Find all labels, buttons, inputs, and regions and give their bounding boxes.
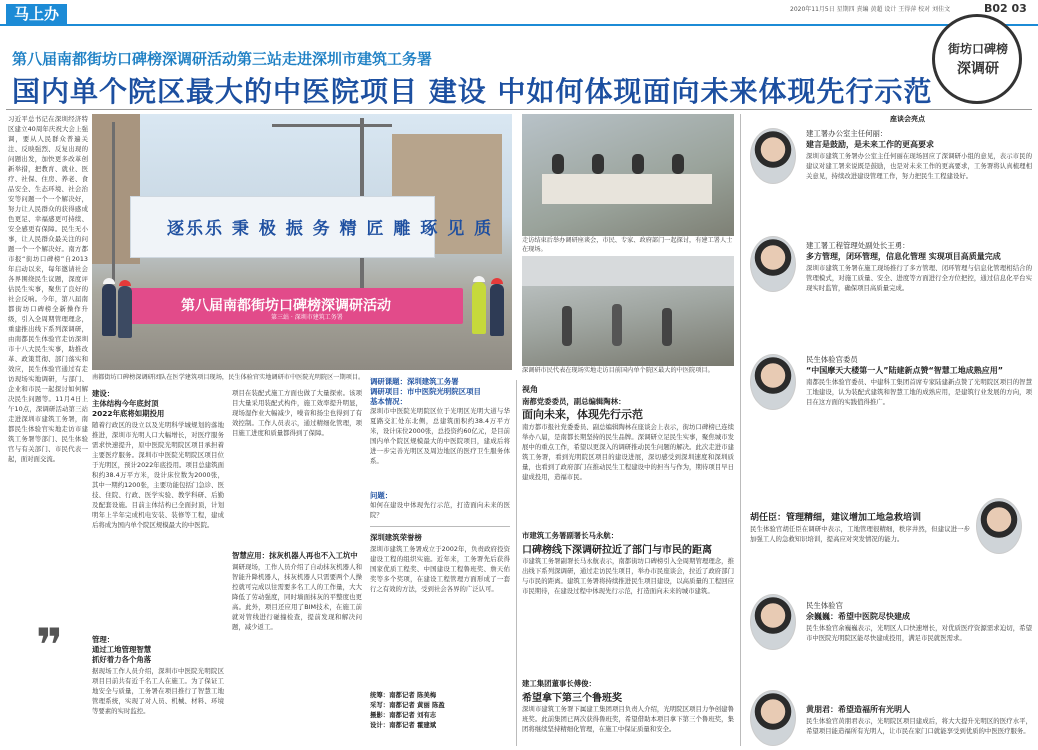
photo-banner-text: 逐乐乐 秉 极 振 务 精 匠 雕 琢 见 质	[167, 219, 494, 239]
info-label-1: 调研课题：深圳建筑工务署	[370, 377, 459, 386]
section-title-management-1: 通过工地管理智慧	[92, 645, 152, 654]
section-title-construction-1: 主体结构今年底封顶	[92, 399, 159, 408]
s2-role: 市建筑工务署副署长马永航：	[522, 531, 619, 540]
avatar-huangpengjun	[750, 690, 796, 746]
p1-role: 建工署办公室主任何丽：	[806, 129, 888, 138]
section-title-construction-2: 2022年底将如期投用	[92, 409, 165, 418]
p3-text: 南都民生体验官委员、中建科工集团首席专家陆建新点赞了光明院区项目的智慧工地建设，认为装配式建筑和智慧工地的成熟应用，是建筑行业发展的方向，项目在这方面的实践值得推广。	[806, 378, 1032, 406]
site-photo-caption: 深调研市民代表在现场实地走访目前国内单个院区最大的中医院项目。	[522, 366, 734, 375]
view-subtitle: 南都党委委员，副总编辑陶林：	[522, 397, 626, 406]
panel-title: 座谈会亮点	[890, 115, 925, 123]
info-label-3: 基本情况：	[370, 397, 407, 406]
main-photo	[92, 114, 512, 370]
avatar-heli	[750, 128, 796, 184]
page-number: B02 03	[984, 2, 1027, 15]
honor-title: 深圳建筑荣誉榜	[370, 533, 422, 542]
header-rule	[0, 24, 1038, 26]
p6-headline: 黄朋君：希望造福所有光明人	[806, 705, 910, 714]
p3-headline: “中国摩天大楼第一人”陆建新点赞“智慧工地成熟应用”	[806, 366, 1004, 375]
p4-headline: 胡任臣：管理精细，建议增加工地急救培训	[750, 513, 922, 523]
event-banner-sub: 第三站 · 深圳市建筑工务署	[271, 314, 343, 321]
p2-text: 深圳市建筑工务署在施工现场推行了多方管理、闭环管理与信息化管理相结合的管理模式，对施工质量、安全、进度等方面进行全方位把控，通过信息化平台实现实时监管，确保项目高质量完成。	[806, 264, 1032, 292]
title-rule	[6, 109, 1032, 110]
question-label: 问题：	[370, 491, 393, 500]
kicker-title: 第八届南都街坊口碑榜深调研活动第三站走进深圳市建筑工务署	[12, 50, 433, 68]
view-text: 南方都市报社党委委员、副总编辑陶林在座谈会上表示，街坊口碑榜已连续举办八届，是南都长期坚持的民生品牌。深调研立足民生实事，聚焦城市发展中的重点工作，希望以更深入的调研推动民生问题的解决。此次走进市建筑工务署，看到光明院区项目的建设进展，深切感受到深圳速度和深圳质量，也看到了政府部门在推动民生工程建设中的担当与作为，期待项目早日建成投用，造福市民。	[522, 423, 734, 481]
column-seal-logo	[932, 14, 1022, 104]
construction-text: 随着行政区的设立以及光明科学城规划的落地推进，深圳市光明人口大幅增长，对医疗服务需求快速提升，原中医院光明院区项目承担着主要医疗服务。深圳市中医院光明院区项目位于光明区，预计2022年底投用。项目总建筑面积约38.4万平方米，设计床位数为2000张，其中一期约1200张，主要功能包括门急诊、医技、住院、行政、医学实验、教学科研、后勤及配套设施。目前主体结构已全面封顶，计划明年上半年完成机电安装、装修等工程，建成后将成为国内单个院区规模最大的中医院。	[92, 421, 224, 529]
quote-icon: ❞	[36, 618, 63, 672]
credit-lead: 统筹：南都记者 陈美梅	[370, 691, 437, 699]
page-header	[0, 0, 1038, 26]
smart-app-title	[232, 550, 358, 561]
p6-text: 民生体验官黄朋君表示，光明院区项目建成后，将大大提升光明区的医疗水平，希望项目能造福所有光明人，让市民在家门口就能享受到优质的中医医疗服务。	[806, 717, 1032, 735]
view-label: 视角	[522, 385, 538, 394]
event-banner	[123, 288, 463, 324]
smart-app-label: 智慧应用：	[232, 551, 269, 560]
site-photo	[522, 256, 734, 374]
s2-headline: 口碑榜线下深调研拉近了部门与市民的距离	[522, 545, 712, 556]
col3-text-1: 项目在装配式施工方面也做了大量探索。该项目大量采用装配式构件，施工效率提升明显，现场湿作业大幅减少，噪音和扬尘也得到了有效控制。工作人员表示，通过精细化管理，项目施工进度和质量都得到了保障。	[232, 389, 362, 437]
credit-photo: 摄影：南都记者 刘有志	[370, 711, 437, 719]
avatar-wangyong	[750, 236, 796, 292]
s2-text: 市建筑工务署副署长马永航表示，南都街坊口碑榜引入全周期管理理念，推出线下系列深调研，通过走访民生项目，举办市民座谈会，拉近了政府部门与市民的距离。建筑工务署将持续推进民生项目建设，以高质量的工程回应市民期待，在建设过程中体现先行示范，打造面向未来的城市建筑。	[522, 557, 734, 595]
s3-role: 建工集团董事长傅俊：	[522, 679, 596, 688]
info-label-2: 调研项目：市中医院光明院区项目	[370, 387, 481, 396]
avatar-lujianxin	[750, 354, 796, 410]
main-photo-caption: 南都街坊口碑榜深调研团队在医学建筑项目现场，民生体验官实地调研市中医院光明院区一期项目。	[92, 374, 365, 381]
p2-headline: 多方管理，闭环管理，信息化管理 实现项目高质量完成	[806, 252, 1001, 261]
s3-text: 深圳市建筑工务署下属建工集团项目负责人介绍，光明院区项目力争创建鲁班奖。此前集团已两次获得鲁班奖，希望借助本项目拿下第三个鲁班奖，集团将继续坚持精细化管理，在施工中保证质量和安全。	[522, 705, 734, 733]
seal-line2: 深调研	[957, 61, 999, 77]
p4-text: 民生体验官胡任臣在调研中表示，工地管理很精细，秩序井然，但建议进一步加强工人的急救知识培训，提高应对突发情况的能力。	[750, 525, 970, 543]
section-label-management: 管理：	[92, 635, 115, 644]
section-tag: 马上办	[6, 4, 67, 25]
question-text: 如何在建设中体现先行示范，打造面向未来的医院？	[370, 501, 510, 519]
s3-headline: 希望拿下第三个鲁班奖	[522, 693, 622, 704]
avatar-hurenchen	[976, 498, 1022, 554]
management-text: 据现场工作人员介绍，深圳市中医院光明院区项目目前共有近千名工人在施工。为了保证工地安全与质量，工务署在项目推行了智慧工地管理系统，实现了对人员、机械、材料、环境等要素的实时监控。	[92, 667, 224, 715]
honor-text: 深圳市建筑工务署成立于2002年，负责政府投资建设工程的组织实施。近年来，工务署先后获得国家优质工程奖、中国建设工程鲁班奖、詹天佑奖等多个奖项，在建设工程管理方面形成了一套行之有效的方法，受到社会各界的广泛认可。	[370, 545, 510, 593]
main-headline: 国内单个院区最大的中医院项目 建设 中如何体现面向未来体现先行示范	[12, 75, 933, 108]
photo-banner	[130, 196, 494, 258]
view-title: 面向未来，体现先行示范	[522, 408, 643, 421]
p2-role: 建工署工程管理处副处长王勇：	[806, 241, 910, 250]
avatar-yuweiwei	[750, 594, 796, 650]
section-title-management-2: 抓好着力各个角落	[92, 655, 152, 664]
smart-app-headline: 抹灰机器人再也不入工坑中	[268, 551, 358, 560]
meeting-photo	[522, 114, 734, 254]
col3-text-2: 调研现场，工作人员介绍了自动抹灰机器人和智能升降机器人，抹灰机器人只需要两个人操控就可完成以往需要多名工人的工作量，大大降低了劳动强度，同时墙面抹灰的平整度也更高。此外，项目还应用了BIM技术，在施工前就对管线进行碰撞检查，提前发现和解决问题，减少返工。	[232, 563, 362, 631]
p1-headline: 建言是鼓励，是未来工作的更高要求	[806, 140, 934, 149]
credit-design: 设计：南都记者 霍建斌	[370, 721, 437, 729]
p5-role: 民生体验官	[806, 601, 843, 610]
p3-role: 民生体验官委员	[806, 355, 858, 364]
meeting-photo-caption: 走访结束后举办调研座谈会，市民、专家、政府部门一起探讨，有建工署人士在现场。	[522, 237, 733, 253]
p5-text: 民生体验官余巍巍表示，光明区人口快速增长，对优质医疗资源需求迫切，希望市中医院光明院区能尽快建成投用，满足市民就医需求。	[806, 624, 1032, 642]
seal-line1: 街坊口碑榜	[947, 42, 1008, 56]
dateline: 2020年11月5日 星期四 責編 黄超 设计 王得萍 校对 刘佳文	[790, 6, 951, 13]
basic-info-text: 深圳市中医院光明院区位于光明区光明大道与华夏路交汇处东北侧，总建筑面积约38.4万平方米，设计床位2000张，总投资约60亿元，是目前国内单个院区规模最大的中医院项目，建成后将进一步完善光明区及周边地区的医疗卫生服务体系。	[370, 407, 510, 465]
credit-reporters: 采写：南都记者 黄丽 陈盈	[370, 701, 445, 709]
p5-headline: 余巍巍：希望中医院尽快建成	[806, 612, 910, 621]
intro-text: 习近平总书记在深圳经济特区建立40周年庆祝大会上强调，要从人民群众普遍关注、反映强烈、反复出现的问题出发，加快更多改革创新举措，把教育、就业、医疗、社保、住房、养老、食品安全、生态环境、社会治安等问题一个一个解决好，努力让人民群众的获得感成色更足、幸福感更可持续、安全感更有保障。民生无小事，让人民群众最关注的问题一个一个解决好。南方都市报“街坊口碑榜”自2013年启动以来，每年邀请社会各界围绕民生议题，深度评估民生实事，聚焦了良好的社会反响。今年，第八届南都街坊口碑榜全新操作升级，引入全周期管理理念，重建推出线下系列深调研，由南都民生体验官走访深圳市十八大民生实事，助推改革、政策贯彻、部门落实和效应，民生体验官通过有走访现场实地调研，与部门、企业和市民一起探讨如何解决民生问题等。11月4日上午10点，深调研活动第三站走进深圳市建筑工务署，南都民生体验官实地走访市建筑工务署等部门、民生体验官与有关部门、市民代表一起，面对面交流。	[8, 115, 88, 463]
p1-text: 深圳市建筑工务署办公室主任何丽在现场回应了深调研小组的意见，表示市民的建议对建工署来说既是鼓励，也是对未来工作的更高要求，工务署将认真梳理相关意见，持续改进建设管理工作，努力把民生工程建设好。	[806, 152, 1032, 180]
section-label-construction: 建设：	[92, 389, 115, 398]
event-banner-text: 第八届南都街坊口碑榜深调研活动	[181, 298, 391, 314]
